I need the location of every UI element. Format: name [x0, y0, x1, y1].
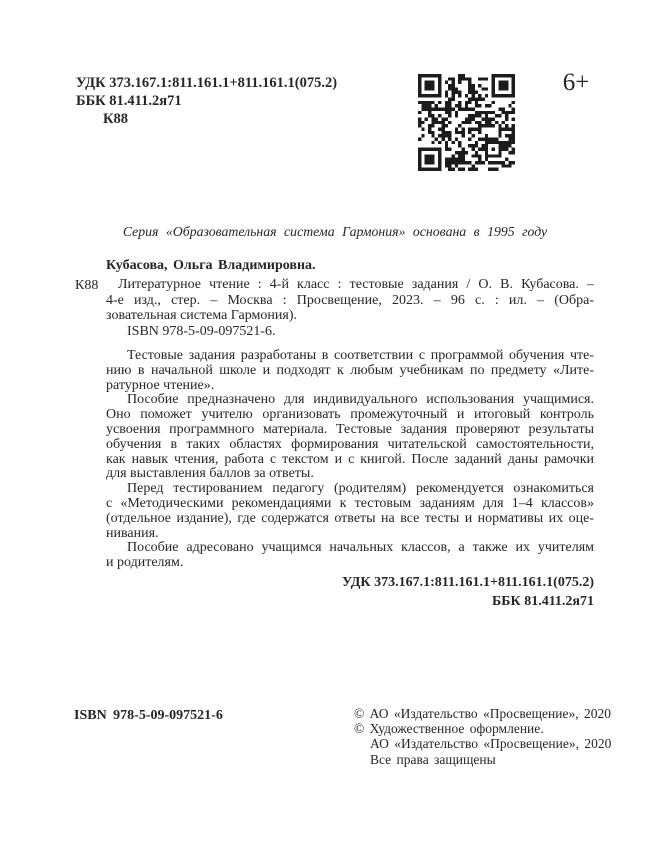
catalog-entry-code: К88	[75, 278, 99, 293]
footer-codes	[342, 574, 594, 611]
author-heading: Кубасова, Ольга Владимировна.	[106, 258, 316, 273]
footer-bbk-code: ББК 81.411.2я71	[492, 593, 594, 609]
imprint-isbn: ISBN 978-5-09-097521-6	[74, 708, 223, 723]
annotation-paragraph-1: Тестовые задания разработаны в соответствии с программой обучения чте- нию в начальной школе и подходят к любым учебникам по предмету «Лите- ратурное чтение».	[106, 348, 594, 393]
series-note: Серия «Образовательная система Гармония» основана в 1995 году	[122, 224, 548, 239]
footer-udk-code: УДК 373.167.1:811.161.1+811.161.1(075.2)	[341, 575, 594, 590]
annotation	[106, 349, 594, 571]
qr-code	[418, 74, 515, 171]
annotation-paragraph-4: Пособие адресовано учащимся начальных классов, а также их учителям и родителям.	[106, 540, 594, 571]
annotation-paragraph-2: Пособие предназначено для индивидуального использования учащимися. Оно поможет учителю организовать промежуточный и итоговый контроль усвоения программного материала. Тестовые задания проверяют результаты обучения в таких областях формирования читательской самостоятельности, как навык чтения, работа с текстом и с книгой. После заданий даны рамочки для выставления баллов за ответы.	[106, 392, 594, 482]
annotation-paragraph-3: Перед тестированием педагогу (родителям) рекомендуется ознакомиться с «Методическими рекомендациями к тестовым заданиям для 1–4 классов» (отдельное издание), где содержатся ответы на все тесты и нормативы их оце- нивания.	[106, 481, 594, 541]
author-sign: К88	[103, 111, 129, 127]
udk-code: УДК 373.167.1:811.161.1+811.161.1(075.2)	[76, 75, 338, 91]
cataloging-codes	[76, 74, 337, 128]
catalog-description: Литературное чтение : 4-й класс : тестовые задания / О. В. Кубасова. – 4-е изд., стер. – Москва : Просвещение, 2023. – 96 с. : ил. – (Обра- зовательная система Гармония).	[106, 277, 594, 323]
bbk-code: ББК 81.411.2я71	[76, 93, 182, 109]
age-rating-badge: 6+	[562, 69, 590, 96]
catalog-card	[75, 258, 594, 339]
copyright-block: © АО «Издательство «Просвещение», 2020 © Художественное оформление. АО «Издательство «Просвещение», 2020 Все права защищены	[354, 706, 612, 767]
catalog-isbn: ISBN 978-5-09-097521-6.	[127, 323, 276, 339]
